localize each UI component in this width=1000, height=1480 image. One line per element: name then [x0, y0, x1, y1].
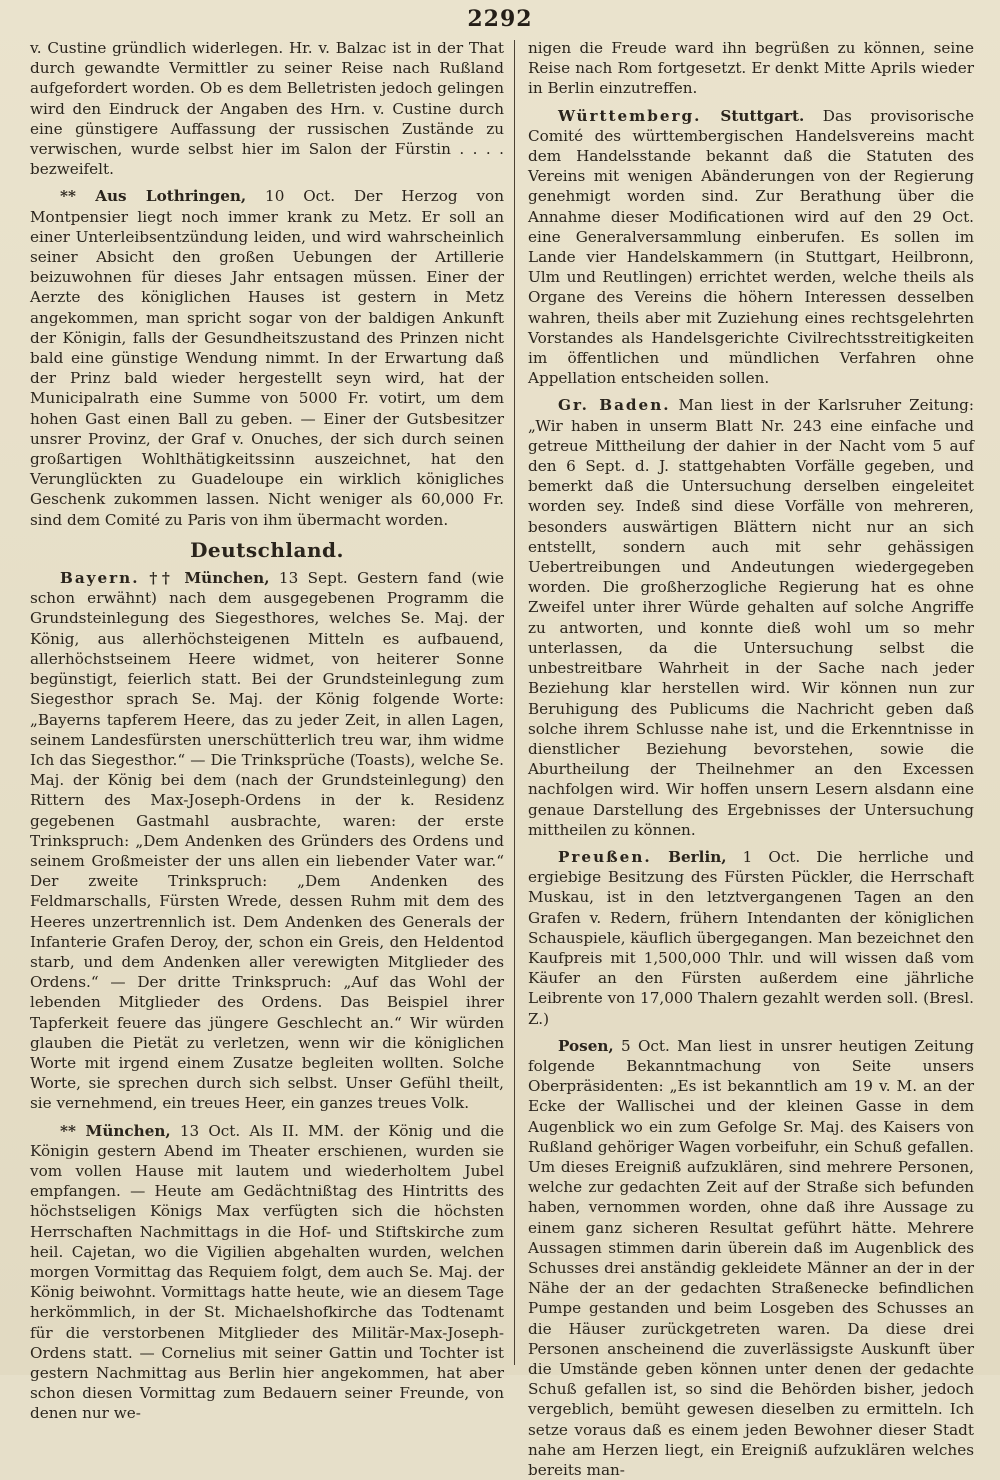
right-column: [528, 38, 974, 1480]
dateline-place: †† München,: [139, 569, 270, 588]
article-continuation: nigen die Freude ward ihn begrüßen zu können, seine Reise nach Rom fortgesetzt. Er denkt Mitte Aprils wieder in Berlin einzutreffen.: [528, 39, 974, 98]
dateline-place: Berlin,: [651, 847, 727, 866]
column-rule: [514, 40, 515, 1365]
article-body: Man liest in der Karlsruher Zeitung: „Wir haben in unserm Blatt Nr. 243 eine einfache und getreue Mittheilung der dahier in der Nacht vom 5 auf den 6 Sept. d. J. stattgehabten Vorfälle gegeben, und bemerkt daß die Untersuchung derselben eingeleitet worden sey. Indeß sind diese Vorfälle von mehreren, besonders auswärtigen Blättern nicht nur an sich entstellt, sondern auch mit sehr gehässigen Uebertreibungen und Andeutungen wiedergegeben worden. Die großherzogliche Regierung hat es ohne Zweifel unter ihrer Würde gehalten auf solche Angriffe zu antworten, und konnte dieß wohl um so mehr unterlassen, da die Untersuchung selbst die unbestreitbare Wahrheit in der Sache nach jeder Beziehung klar herstellen wird. Wir können nun zur Beruhigung des Publicums die Nachricht geben daß solche ihrem Schlusse nahe ist, und die Erkenntnisse in dienstlicher Beziehung bevorstehen, sowie die Aburtheilung der Theilnehmer an den Excessen nachfolgen wird. Wir hoffen unsern Lesern alsdann eine genaue Darstellung des Ergebnisses der Untersuchung mittheilen zu können.: [528, 396, 974, 839]
dateline-place: ** Aus Lothringen,: [60, 187, 247, 206]
article-body: Die herrliche und ergiebige Besitzung des Fürsten Pückler, die Herrschaft Muskau, ist in den letztvergangenen Tagen an den Grafen v. Redern, frühern Intendanten der königlichen Schauspiele, käuflich übergegangen. Man bezeichnet den Kaufpreis mit 1,500,000 Thlr. und will wissen daß vom Käufer an den Fürsten außerdem eine jährliche Leibrente von 17,000 Thalern gezahlt werden soll. (Bresl. Z.): [528, 847, 974, 1028]
left-column: [30, 38, 504, 1423]
dateline-date: 13 Sept.: [269, 569, 358, 588]
article-lothringen: [30, 186, 504, 529]
dateline-place: ** München,: [60, 1121, 171, 1140]
article-continuation: v. Custine gründlich widerlegen. Hr. v. Balzac ist in der That durch gewandte Vermittler zu seiner Reise nach Rußland aufgefordert worden. Ob es dem Belletristen jedoch gelingen wird den Eindruck der Angaben des Hrn. v. Custine durch eine günstigere Auffassung der russischen Zustände zu verwischen, wurde selbst hier im Salon der Fürstin . . . . bezweifelt.: [30, 39, 504, 179]
section-heading: Deutschland.: [190, 537, 344, 562]
dateline-date: 1 Oct.: [726, 847, 817, 866]
article-body: Der Herzog von Montpensier liegt noch immer krank zu Metz. Er soll an einer Unterleibsentzündung leiden, und wird wahrscheinlich seiner Absicht den großen Uebungen der Artillerie beizuwohnen für dieses Jahr entsagen müssen. Einer der Aerzte des königlichen Hauses ist gestern in Metz angekommen, man spricht sogar von der baldigen Ankunft der Königin, falls der Gesundheitszustand des Prinzen nicht bald eine günstige Wendung nimmt. In der Erwartung daß der Prinz bald wieder hergestellt seyn wird, hat der Municipalrath eine Summe von 5000 Fr. votirt, um dem hohen Gast einen Ball zu geben. — Einer der Gutsbesitzer unsrer Provinz, der Graf v. Onuches, der sich durch seinen großartigen Wohlthätigkeitssinn auszeichnet, hat den Verunglückten zu Guadeloupe ein wirklich königliches Geschenk zukommen lassen. Nicht weniger als 60,000 Fr. sind dem Comité zu Paris von ihm übermacht worden.: [30, 187, 504, 529]
article-bayern: [30, 568, 504, 1113]
dateline-date: 5 Oct.: [613, 1036, 678, 1055]
article-baden: [528, 395, 974, 839]
article-body: Das provisorische Comité des württembergischen Handelsvereins macht dem Handelsstande bekannt daß die Statuten des Vereins mit wenigen Abänderungen von der Regierung genehmigt worden sind. Zur Berathung über die Annahme dieser Modificationen wird auf den 29 Oct. eine Generalversammlung einberufen. Es sollen im Lande vier Handelskammern (in Stuttgart, Heilbronn, Ulm und Reutlingen) errichtet werden, welche theils als Organe des Vereins die höhern Interessen desselben wahren, theils aber mit Zuziehung eines rechtsgelehrten Vorstandes als Handelsgerichte Civilrechtsstreitigkeiten im öffentlichen und mündlichen Verfahren ohne Appellation entscheiden sollen.: [528, 106, 974, 388]
country-label: Württemberg.: [558, 106, 702, 125]
article-body: Als II. MM. der König und die Königin gestern Abend im Theater erschienen, wurden sie vom vollen Hause mit lautem und wiederholtem Jubel empfangen. — Heute am Gedächtnißtag des Hintritts des höchstseligen Königs Max verfügten sich die höchsten Herrschaften Nachmittags in die Hof- und Stiftskirche zum heil. Cajetan, wo die Vigilien abgehalten wurden, welchen morgen Vormittag das Requiem folgt, dem auch Se. Maj. der König beiwohnt. Vormittags hatte heute, wie an diesem Tage herkömmlich, in der St. Michaelshofkirche das Todtenamt für die verstorbenen Mitglieder des Militär-Max-Joseph-Ordens statt. — Cornelius mit seiner Gattin und Tochter ist gestern Nachmittag aus Berlin hier angekommen, hat aber schon diesen Vormittag zum Bedauern seiner Freunde, von denen nur we-: [30, 1121, 504, 1423]
article-body: Gestern fand (wie schon erwähnt) nach dem ausgegebenen Programm die Grundsteinlegung des Siegesthores, welches Se. Maj. der König, aus allerhöchsteigenen Mitteln es aufbauend, allerhöchstseinem Heere widmet, von heiterer Sonne begünstigt, feierlich statt. Bei der Grundsteinlegung zum Siegesthor sprach Se. Maj. der König folgende Worte: „Bayerns tapferem Heere, das zu jeder Zeit, in allen Lagen, seinem Landesfürsten unerschütterlich treu war, ihm widme Ich das Siegesthor.“ — Die Trinksprüche (Toasts), welche Se. Maj. der König bei dem (nach der Grundsteinlegung) den Rittern des Max-Joseph-Ordens in der k. Residenz gegebenen Gastmahl ausbrachte, waren: der erste Trinkspruch: „Dem Andenken des Gründers des Ordens und seinem Großmeister der uns allen ein liebender Vater war.“ Der zweite Trinkspruch: „Dem Andenken des Feldmarschalls, Fürsten Wrede, dessen Ruhm mit dem des Heeres unzertrennlich ist. Dem Andenken des Generals der Infanterie Grafen Deroy, der, schon ein Greis, den Heldentod starb, und dem Andenken aller verewigten Mitglieder des Ordens.“ — Der dritte Trinkspruch: „Auf das Wohl der lebenden Mitglieder des Ordens. Das Beispiel ihrer Tapferkeit feuere das jüngere Geschlecht an.“ Wir würden glauben die Pietät zu verletzen, wenn wir die königlichen Worte mit irgend einem Zusatze begleiten wollten. Solche Worte, sie sprechen durch sich selbst. Unser Gefühl theilt, sie vernehmend, ein treues Heer, ein ganzes treues Volk.: [30, 569, 504, 1113]
dateline-date: 10 Oct.: [246, 187, 354, 206]
page-number: 2292: [467, 6, 533, 32]
article-body: Man liest in unsrer heutigen Zeitung folgende Bekanntmachung von Seite unsers Oberpräsidenten: „Es ist bekanntlich am 19 v. M. an der Ecke der Wallischei und der kleinen Gasse in dem Augenblick wo ein zum Gefolge Sr. Maj. des Kaisers von Rußland gehöriger Wagen vorbeifuhr, ein Schuß gefallen. Um dieses Ereigniß aufzuklären, sind mehrere Personen, welche zur gedachten Zeit auf der Straße sich befunden haben, vernommen worden, ohne daß ihre Aussage zu einem ganz sicheren Resultat geführt hätte. Mehrere Aussagen stimmen darin überein daß im Augenblick des Schusses drei anständig gekleidete Männer an der in der Nähe der an der gedachten Straßenecke befindlichen Pumpe gestanden und beim Losgeben des Schusses an die Häuser zurückgetreten waren. Da diese drei Personen anscheinend die zuverlässigste Auskunft über die Umstände geben können unter denen der gedachte Schuß gefallen ist, so sind die Behörden bisher, jedoch vergeblich, bemüht gewesen dieselben zu ermitteln. Ich setze voraus daß es einem jeden Bewohner dieser Stadt nahe am Herzen liegt, ein Ereigniß aufzuklären welches bereits man-: [528, 1036, 974, 1480]
country-label: Preußen.: [558, 847, 652, 866]
article-preussen: [528, 847, 974, 1029]
article-wuerttemberg: [528, 106, 974, 389]
dateline-date: 13 Oct.: [170, 1121, 250, 1140]
dateline-place: Posen,: [558, 1036, 614, 1055]
country-label: Bayern.: [60, 569, 140, 588]
article-muenchen: [30, 1121, 504, 1424]
country-label: Gr. Baden.: [558, 396, 671, 415]
article-posen: [528, 1036, 974, 1480]
dateline-place: Stuttgart.: [701, 106, 805, 125]
